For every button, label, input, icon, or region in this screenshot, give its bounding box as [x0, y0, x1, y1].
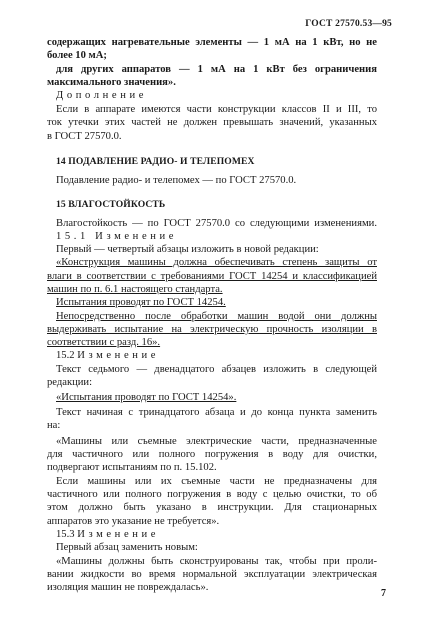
text-line: машин по п. 6.1 настоящего стандарта. [47, 284, 223, 295]
text-line: Подавление радио- и телепомех — по ГОСТ 27570.0. [56, 175, 297, 186]
text-line: Если машины или их съемные части не предназначены для [56, 476, 377, 487]
text-line: Текст седьмого — двенадцатого абзацев изложить в следующей [56, 364, 377, 375]
text-line: для частичного или полного погружения в воду для очистки, [47, 449, 377, 460]
text-line: «Испытания проводят по ГОСТ 14254». [56, 392, 237, 403]
text-line: Первый абзац заменить новым: [56, 542, 198, 553]
text-line: на: [47, 420, 61, 431]
text-line: Текст начиная с тринадцатого абзаца и до конца пункта заменить [56, 407, 377, 418]
text-line: влаги в соответствии с требованиями ГОСТ 14254 и классификацией [47, 271, 377, 282]
text-line: редакции: [47, 377, 93, 388]
text-line: максимального значения». [47, 77, 176, 88]
subsection-label: 15.2 Изменение [56, 350, 160, 361]
subsection-label: 15.3 Изменение [56, 529, 160, 540]
page-header: ГОСТ 27570.53—95 [305, 19, 392, 29]
text-line: соответствии с разд. 16». [47, 337, 161, 348]
section-label: Дополнение [56, 90, 148, 101]
text-line: «Конструкция машины должна обеспечивать степень защиты от [56, 257, 377, 268]
section-heading: 15 ВЛАГОСТОЙКОСТЬ [56, 199, 166, 210]
text-line: выдерживать испытание на электрическую прочность изоляции в [47, 324, 377, 335]
text-line: этом должно быть указано в инструкции. Для стационарных [47, 502, 377, 513]
text-line: аппаратов это указание не требуется». [47, 516, 220, 527]
text-line: Непосредственно после обработки машин водой они должны [56, 311, 377, 322]
text-line: вании жидкости во время нормальной эксплуатации электрическая [47, 569, 377, 580]
text-line: для других аппаратов — 1 мА на 1 кВт без ограничения [56, 64, 377, 75]
text-line: содержащих нагревательные элементы — 1 мА на 1 кВт, но не [47, 37, 377, 48]
text-line: Испытания проводят по ГОСТ 14254. [56, 297, 226, 308]
subsection-label: 15.1 Изменение [56, 231, 178, 242]
text-line: «Машины или съемные электрические части, предназначенные [56, 436, 377, 447]
text-line: в ГОСТ 27570.0. [47, 131, 122, 142]
text-line: Если в аппарате имеются части конструкции классов II и III, то [56, 104, 377, 115]
text-line: ток утечки этих частей не должен превышать значений, указанных [47, 117, 377, 128]
text-line: «Машины должны быть сконструированы так, чтобы при проли- [56, 556, 377, 567]
page-number: 7 [381, 588, 386, 599]
section-heading: 14 ПОДАВЛЕНИЕ РАДИО- И ТЕЛЕПОМЕХ [56, 156, 255, 167]
text-line: более 10 мА; [47, 50, 107, 61]
text-line: изоляция машин не повреждалась». [47, 582, 209, 593]
text-line: Влагостойкость — по ГОСТ 27570.0 со следующими изменениями. [56, 218, 377, 229]
text-line: подвергают испытаниям по п. 15.102. [47, 462, 217, 473]
text-line: Первый — четвертый абзацы изложить в новой редакции: [56, 244, 319, 255]
text-line: частичного или полного погружения в воду с целью очистки, то об [47, 489, 377, 500]
